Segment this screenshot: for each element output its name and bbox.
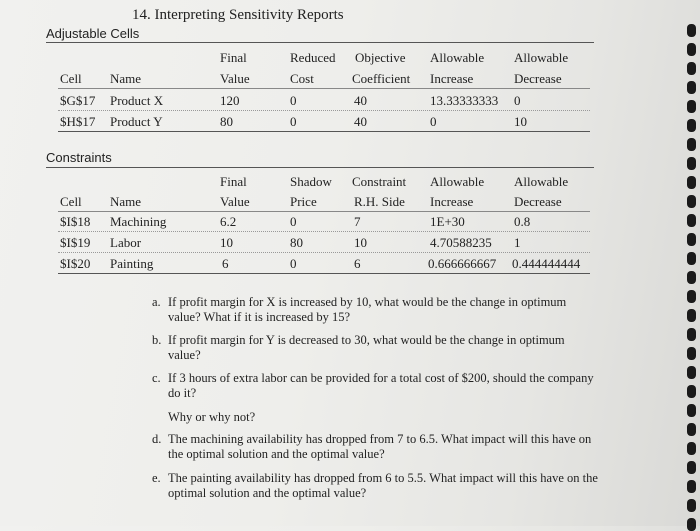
binding-ring <box>687 214 696 227</box>
binding-ring <box>687 271 696 284</box>
question-text: If profit margin for Y is decreased to 30, what would be the change in optimum value? <box>168 333 565 362</box>
binding-ring <box>687 233 696 246</box>
table-cell: 0.8 <box>514 214 531 229</box>
table-cell: $H$17 <box>60 114 96 129</box>
header-cell: Cell <box>60 71 82 86</box>
header-shadow: Shadow <box>290 174 332 189</box>
binding-ring <box>687 119 696 132</box>
row-divider <box>58 231 590 232</box>
table-cell: 6 <box>222 256 229 271</box>
binding-ring <box>687 24 696 37</box>
table-cell: 0 <box>290 93 297 108</box>
header-name: Name <box>110 194 142 209</box>
question-text: Why or why not? <box>168 410 256 424</box>
spiral-binding <box>678 0 700 526</box>
question-text: If 3 hours of extra labor can be provided for a total cost of $200, should the company do it? <box>168 371 594 400</box>
question-text: If profit margin for X is increased by 10, what would be the change in optimum value? What if it is increased by 15? <box>168 295 567 324</box>
binding-ring <box>687 404 696 417</box>
constraints-header-rule <box>58 211 590 212</box>
table-cell: 0 <box>290 256 297 271</box>
question-text: The machining availability has dropped from 7 to 6.5. What impact will this have on the optimal solution and the optimal value? <box>168 432 592 461</box>
question-label: c. <box>152 371 161 385</box>
binding-ring <box>687 347 696 360</box>
row-divider <box>58 252 590 253</box>
question-label: e. <box>152 471 161 485</box>
table-cell: 0 <box>290 114 297 129</box>
table-cell: 40 <box>354 114 367 129</box>
table-cell: 6 <box>354 256 361 271</box>
binding-ring <box>687 518 696 531</box>
table-cell: 0.444444444 <box>512 256 581 271</box>
table-cell: 80 <box>290 235 303 250</box>
header-value: Value <box>220 71 250 86</box>
binding-ring <box>687 81 696 94</box>
table-cell: 80 <box>220 114 233 129</box>
binding-ring <box>687 252 696 265</box>
header-reduced: Reduced <box>290 50 336 65</box>
table-cell: 0 <box>430 114 437 129</box>
table-cell: Machining <box>110 214 167 229</box>
table-cell: $I$18 <box>60 214 91 229</box>
header-cell: Cell <box>60 194 82 209</box>
header-value: Value <box>220 194 250 209</box>
constraints-bottom-rule <box>58 273 590 274</box>
binding-ring <box>687 195 696 208</box>
table-cell: $I$20 <box>60 256 91 271</box>
question-label: b. <box>152 333 162 347</box>
adjustable-cells-heading: Adjustable Cells <box>46 26 140 41</box>
binding-ring <box>687 138 696 151</box>
question-label: d. <box>152 432 162 446</box>
table-cell: Product Y <box>110 114 163 129</box>
adjustable-top-rule <box>46 42 594 43</box>
adjustable-header-rule <box>58 88 590 89</box>
header-objective: Objective <box>355 50 406 65</box>
table-cell: Product X <box>110 93 164 108</box>
table-cell: 10 <box>514 114 527 129</box>
table-cell: Painting <box>110 256 154 271</box>
header-coefficient: Coefficient <box>352 71 411 86</box>
table-cell: $I$19 <box>60 235 91 250</box>
table-cell: Labor <box>110 235 142 250</box>
header-rh-side: R.H. Side <box>354 194 405 209</box>
table-cell: 4.70588235 <box>430 235 492 250</box>
adjustable-bottom-rule <box>58 131 590 132</box>
table-cell: 0 <box>514 93 521 108</box>
binding-ring <box>687 461 696 474</box>
table-cell: 13.33333333 <box>430 93 499 108</box>
table-cell: 7 <box>354 214 361 229</box>
header-allowable-inc: Allowable <box>430 174 485 189</box>
binding-ring <box>687 309 696 322</box>
binding-ring <box>687 100 696 113</box>
binding-ring <box>687 43 696 56</box>
binding-ring <box>687 290 696 303</box>
header-allowable-inc: Allowable <box>430 50 485 65</box>
table-cell: 10 <box>220 235 233 250</box>
page-title: 14. Interpreting Sensitivity Reports <box>132 7 344 23</box>
table-cell: 1 <box>514 235 521 250</box>
header-allowable-dec: Allowable <box>514 50 569 65</box>
table-cell: 10 <box>354 235 367 250</box>
header-price: Price <box>290 194 317 209</box>
header-decrease: Decrease <box>514 71 562 86</box>
binding-ring <box>687 442 696 455</box>
question-label: a. <box>152 295 161 309</box>
header-increase: Increase <box>430 71 474 86</box>
header-cost: Cost <box>290 71 314 86</box>
header-constraint: Constraint <box>352 174 407 189</box>
binding-ring <box>687 423 696 436</box>
table-cell: 1E+30 <box>430 214 465 229</box>
table-cell: $G$17 <box>60 93 96 108</box>
table-cell: 40 <box>354 93 367 108</box>
header-increase: Increase <box>430 194 474 209</box>
header-name: Name <box>110 71 142 86</box>
header-decrease: Decrease <box>514 194 562 209</box>
binding-ring <box>687 157 696 170</box>
table-cell: 120 <box>220 93 240 108</box>
header-final: Final <box>220 50 247 65</box>
table-cell: 6.2 <box>220 214 237 229</box>
binding-ring <box>687 62 696 75</box>
binding-ring <box>687 366 696 379</box>
header-allowable-dec: Allowable <box>514 174 569 189</box>
header-final: Final <box>220 174 247 189</box>
binding-ring <box>687 499 696 512</box>
question-text: The painting availability has dropped from 6 to 5.5. What impact will this have on the optimal solution and the optimal value? <box>168 471 598 500</box>
table-cell: 0 <box>290 214 297 229</box>
constraints-heading: Constraints <box>46 150 112 165</box>
binding-ring <box>687 385 696 398</box>
table-cell: 0.666666667 <box>428 256 497 271</box>
binding-ring <box>687 328 696 341</box>
row-divider <box>58 110 590 111</box>
binding-ring <box>687 480 696 493</box>
constraints-top-rule <box>46 167 594 168</box>
binding-ring <box>687 176 696 189</box>
